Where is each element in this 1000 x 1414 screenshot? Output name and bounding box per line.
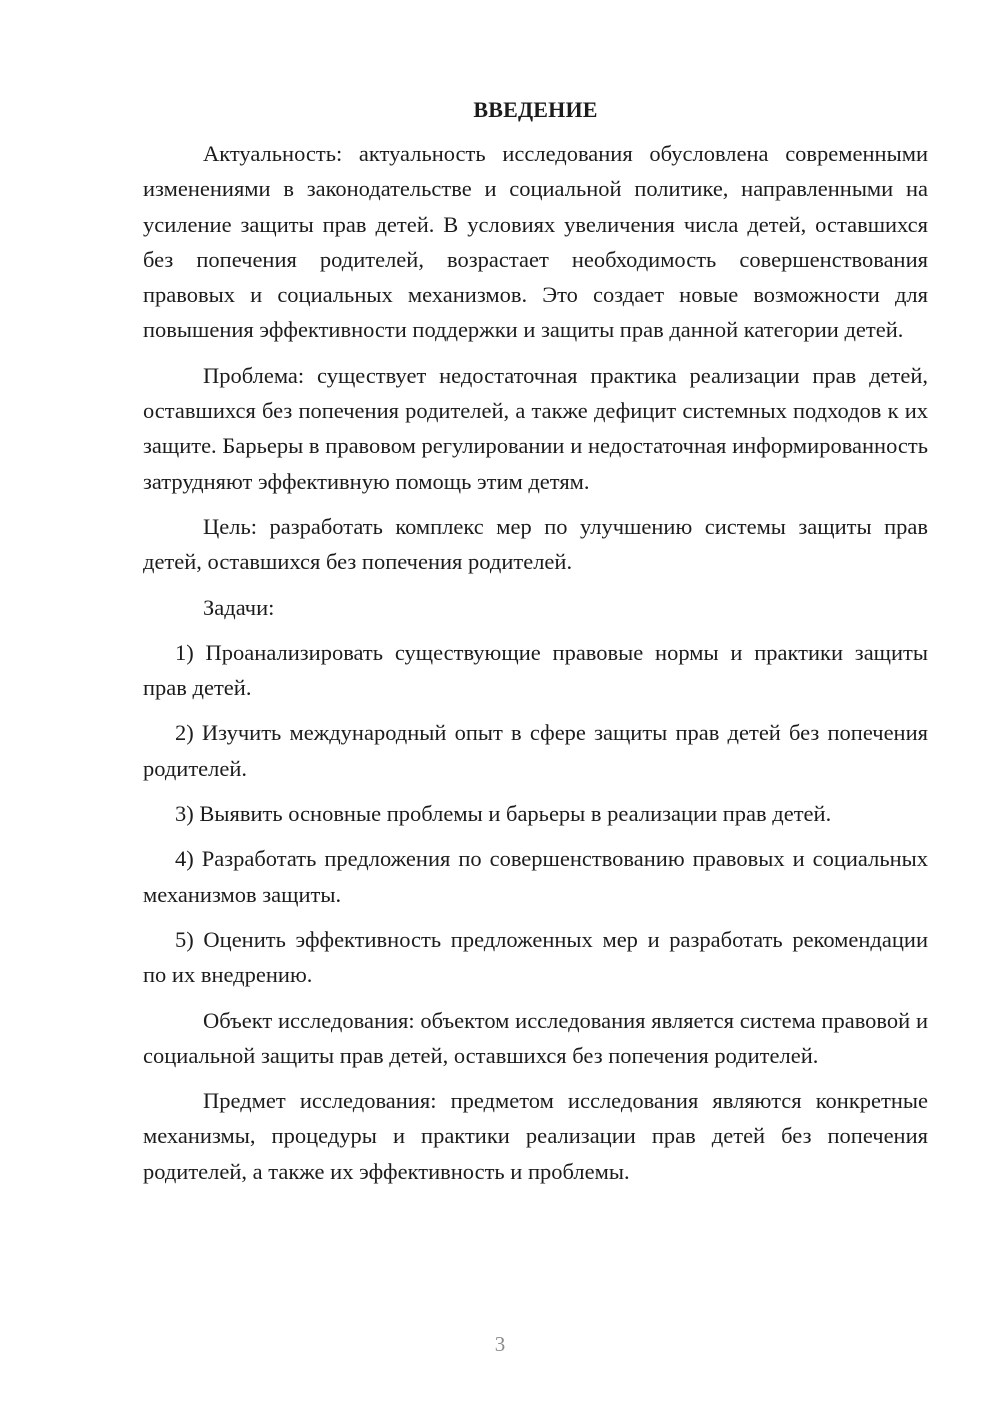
task-item-4: 4) Разработать предложения по совершенствованию правовых и социальных механизмов защиты. <box>143 846 928 907</box>
task-item-3: 3) Выявить основные проблемы и барьеры в реализации прав детей. <box>175 801 832 827</box>
task-item-2: 2) Изучить международный опыт в сфере защиты прав детей без попечения родителей. <box>143 720 928 781</box>
task-item-5: 5) Оценить эффективность предложенных мер и разработать рекомендации по их внедрению. <box>143 926 928 988</box>
task-item-1: 1) Проанализировать существующие правовые нормы и практики защиты прав детей. <box>143 639 928 701</box>
paragraph-subject: Предмет исследования: предметом исследования являются конкретные механизмы, процедуры и практики реализации прав детей без попечения родителей, а также их эффективность и проблемы. <box>143 1088 928 1184</box>
paragraph-goal: Цель: разработать комплекс мер по улучшению системы защиты прав детей, оставшихся без попечения родителей. <box>143 513 928 575</box>
paragraph-object: Объект исследования: объектом исследования является система правовой и социальной защиты прав детей, оставшихся без попечения родителей. <box>143 1007 928 1068</box>
page-title: ВВЕДЕНИЕ <box>473 97 598 122</box>
paragraph-relevance: Актуальность: актуальность исследования обусловлена современными изменениями в законодательстве и социальной политике, направленными на усиление защиты прав детей. В условиях увеличения числа детей, оставшихся без попечения родителей, возрастает необходимость совершенствования правовых и социальных механизмов. Это создает новые возможности для повышения эффективности поддержки и защиты прав данной категории детей. <box>143 141 928 343</box>
document-page <box>143 92 928 1199</box>
paragraph-problem: Проблема: существует недостаточная практика реализации прав детей, оставшихся без попечения родителей, а также дефицит системных подходов к их защите. Барьеры в правовом регулировании и недостаточная информированность затрудняют эффективную помощь этим детям. <box>143 362 928 494</box>
paragraph-tasks-heading: Задачи: <box>203 594 275 620</box>
page-number: 3 <box>494 1332 506 1356</box>
